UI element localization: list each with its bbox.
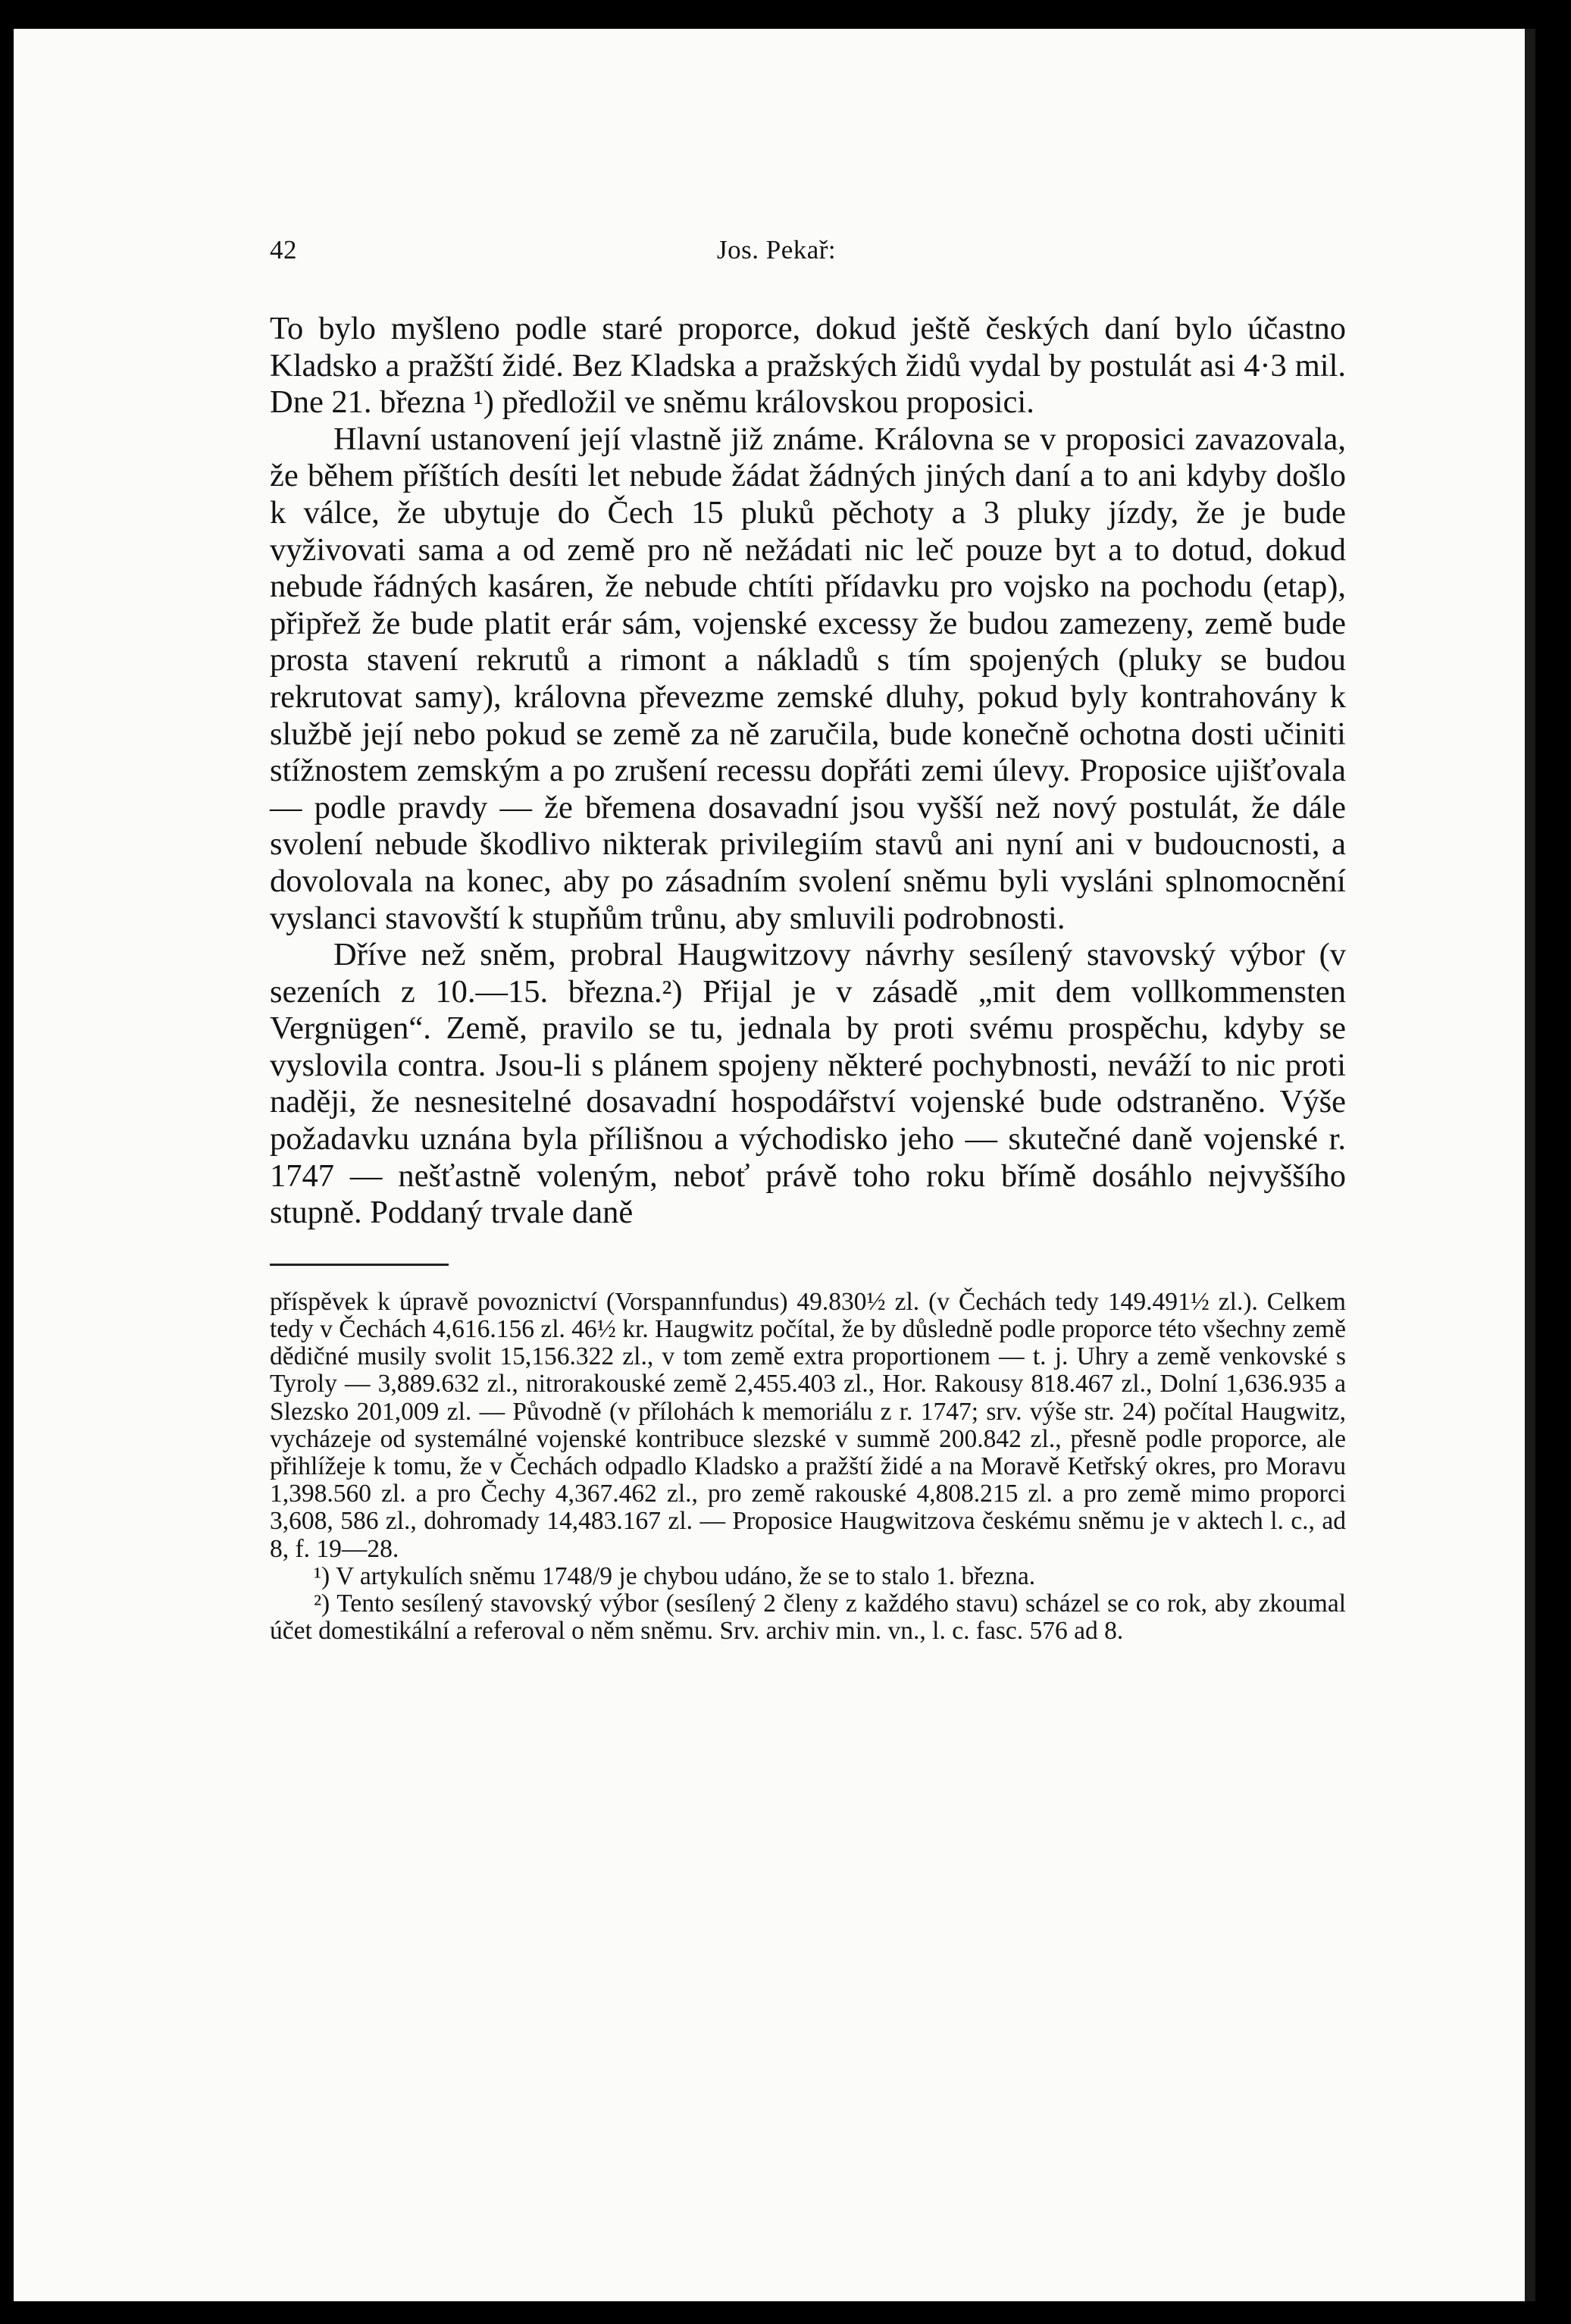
running-head — [270, 227, 1346, 273]
footnote-rule — [270, 1264, 449, 1266]
paragraph-3: Dříve než sněm, probral Haugwitzovy návrhy sesílený stavovský výbor (v sezeních z 10.—15. března.²) Přijal je v zásadě „mit dem vollkommensten Vergnügen“. Země, pravilo se tu, jednala by proti svému prospěchu, kdyby se vyslovila contra. Jsou-li s plánem spojeny některé pochybnosti, neváží to nic proti naději, že nesnesitelné dosavadní hospodářství vojenské bude odstraněno. Výše požadavku uznána byla přílišnou a východisko jeho — skutečné daně vojenské r. 1747 — nešťastně voleným, neboť právě toho roku břímě dosáhlo nejvyššího stupně. Poddaný trvale daně — [270, 937, 1346, 1231]
footnote-continuation: příspěvek k úpravě povoznictví (Vorspannfundus) 49.830½ zl. (v Čechách tedy 149.491½ zl.). Celkem tedy v Čechách 4,616.156 zl. 46½ kr. Haugwitz počítal, že by důsledně podle proporce této všechny země dědičné musily svolit 15,156.322 zl., v tom země extra proportionem — t. j. Uhry a země venkovské s Tyroly — 3,889.632 zl., nitrorakouské země 2,455.403 zl., Hor. Rakousy 818.467 zl., Dolní 1,636.935 a Slezsko 201,009 zl. — Původně (v přílohách k memoriálu z r. 1747; srv. výše str. 24) počítal Haugwitz, vycházeje od systemálné vojenské kontribuce slezské v summě 200.842 zl., přesně podle proporce, ale přihlížeje k tomu, že v Čechách odpadlo Kladsko a pražští židé a na Moravě Ketřský okres, pro Moravu 1,398.560 zl. a pro Čechy 4,367.462 zl., pro země rakouské 4,808.215 zl. a pro země mimo proporci 3,608, 586 zl., dohromady 14,483.167 zl. — Proposice Haugwitzova českému sněmu je v aktech l. c., ad 8, f. 19—28. — [270, 1287, 1346, 1563]
footnote-2: ²) Tento sesílený stavovský výbor (sesílený 2 členy z každého stavu) scházel se co rok, aby zkoumal účet domestikální a referoval o něm sněmu. Srv. archiv min. vn., l. c. fasc. 576 ad 8. — [270, 1590, 1346, 1646]
paragraph-1: To bylo myšleno podle staré proporce, dokud ještě českých daní bylo účastno Kladsko a pražští židé. Bez Kladska a pražských židů vydal by postulát asi 4·3 mil. Dne 21. března ¹) předložil ve sněmu královskou proposici. — [270, 311, 1346, 421]
page-number: 42 — [270, 235, 297, 265]
page-content — [270, 227, 1346, 1645]
paragraph-2: Hlavní ustanovení její vlastně již známe. Královna se v proposici zavazovala, že během příštích desíti let nebude žádat žádných jiných daní a to ani kdyby došlo k válce, že ubytuje do Čech 15 pluků pěchoty a 3 pluky jízdy, že je bude vyživovati sama a od země pro ně nežádati nic leč pouze byt a to dotud, dokud nebude řádných kasáren, že nebude chtíti přídavku pro vojsko na pochodu (etap), připřež že bude platit erár sám, vojenské excessy že budou zamezeny, země bude prosta stavení rekrutů a rimont a nákladů s tím spojených (pluky se budou rekrutovat samy), královna převezme zemské dluhy, pokud byly kontrahovány k službě její nebo pokud se země za ně zaručila, bude konečně ochotna dosti učiniti stížnostem zemským a po zrušení recessu dopřáti zemi úlevy. Proposice ujišťovala — podle pravdy — že břemena dosavadní jsou vyšší než nový postulát, že dále svolení nebude škodlivo nikterak privilegiím stavů ani nyní ani v budoucnosti, a dovolovala na konec, aby po zásadním svolení sněmu byli vysláni splnomocnění vyslanci stavovští k stupňům trůnu, aby smluvili podrobnosti. — [270, 421, 1346, 936]
footnote-1: ¹) V artykulích sněmu 1748/9 je chybou udáno, že se to stalo 1. března. — [314, 1561, 1036, 1590]
running-title: Jos. Pekař: — [717, 235, 837, 265]
main-text — [270, 311, 1346, 1232]
page-edge-shadow — [1525, 29, 1535, 2301]
footnotes — [270, 1289, 1346, 1646]
